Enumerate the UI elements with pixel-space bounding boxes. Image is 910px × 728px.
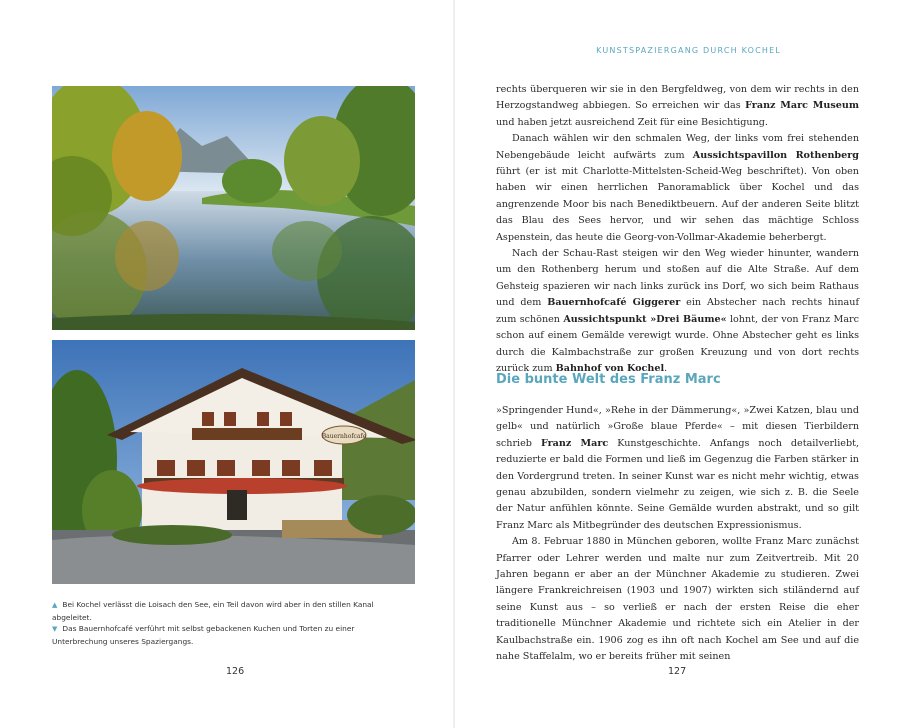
body-text-bottom bbox=[496, 403, 859, 666]
photo-captions bbox=[52, 599, 412, 647]
paragraph: Am 8. Februar 1880 in München geboren, wollte Franz Marc zunächst Pfarrer oder Lehrer werden und malte nur zum Zeitvertreib. Mit 20 Jahren begann er aber an der Münchner Akademie zu studieren. Zwei längere Frankreichreisen (1903 und 1907) wirkten sich stiländernd auf seine Kunst aus – so verließ er nach der ersten Reise die eher traditionelle Münchner Akademie und richtete sich ein Atelier in der Kaulbachstraße ein. 1906 zog es ihn oft nach Kochel am See und auf die nahe Staffelalm, wo er bereits früher mit seinen bbox=[496, 536, 859, 663]
paragraph: Nach der Schau-Rast steigen wir den Weg wieder hinunter, wandern um den Rothenberg herum und stoßen auf die Alte Straße. Auf dem Gehsteig spazieren wir nach links zurück ins Dorf, wo sich beim Rathaus und dem Bauernhofcafé Giggerer ein Abstecher nach rechts hinauf zum schönen Aussichtspunkt »Drei Bäume« lohnt, der von Franz Marc schon auf einem Gemälde verewigt wurde. Ohne Abstecher geht es links durch die Kalmbachstraße zur großen Kreuzung und von dort rechts zurück zum Bahnhof von Kochel. bbox=[496, 248, 859, 374]
body-text-top bbox=[496, 82, 859, 377]
lake-photo bbox=[52, 86, 415, 330]
paragraph: »Springender Hund«, »Rehe in der Dämmerung«, »Zwei Katzen, blau und gelb« und natürlich »Große blaue Pferde« – mit diesen Tierbildern schrieb Franz Marc Kunstgeschichte. Anfangs noch detailverliebt, reduzierte er bald die Formen und ließ im Gegenzug die Farben stärker in den Vordergrund treten. In seiner Kunst war es nicht mehr wichtig, etwas genau abzubilden, sondern vielmehr zu zeigen, wie sich z. B. die Seele der Natur anfühlen könnte. Seine Gemälde wurden abstrakt, und so gilt Franz Marc als Mitbegründer des deutschen Expressionismus. bbox=[496, 405, 859, 531]
page-number-right: 127 bbox=[668, 666, 687, 677]
paragraph: rechts überqueren wir sie in den Bergfeldweg, von dem wir rechts in den Herzogstandweg abbiegen. So erreichen wir das Franz Marc Museum und haben jetzt ausreichend Zeit für eine Besichtigung. bbox=[496, 84, 859, 128]
running-head: KUNSTSPAZIERGANG DURCH KOCHEL bbox=[596, 46, 781, 55]
caption-top: ▲ Bei Kochel verlässt die Loisach den See, ein Teil davon wird aber in den stillen Kanal abgeleitet. bbox=[52, 600, 374, 622]
up-triangle-icon: ▲ bbox=[52, 601, 58, 609]
caption-bottom: ▼ Das Bauernhofcafé verführt mit selbst gebackenen Kuchen und Torten zu einer Unterbrechung unseres Spaziergangs. bbox=[52, 624, 355, 646]
photo-sign: Bauernhofcafe bbox=[321, 433, 367, 440]
section-heading: Die bunte Welt des Franz Marc bbox=[496, 372, 721, 387]
cafe-photo bbox=[52, 340, 415, 584]
down-triangle-icon: ▼ bbox=[52, 625, 58, 633]
page-number-left: 126 bbox=[226, 666, 245, 677]
paragraph: Danach wählen wir den schmalen Weg, der links vom frei stehenden Nebengebäude leicht aufwärts zum Aussichtspavillon Rothenberg führt (er ist mit Charlotte-Mittelsten-Scheid-Weg beschriftet). Von oben haben wir einen herrlichen Panoramablick über Kochel und das angrenzende Moor bis nach Benediktbeuern. Auf der anderen Seite blitzt das Blau des Sees hervor, und wir sehen das mächtige Schloss Aspenstein, das heute die Georg-von-Vollmar-Akademie beherbergt. bbox=[496, 133, 860, 243]
right-page bbox=[455, 0, 910, 728]
